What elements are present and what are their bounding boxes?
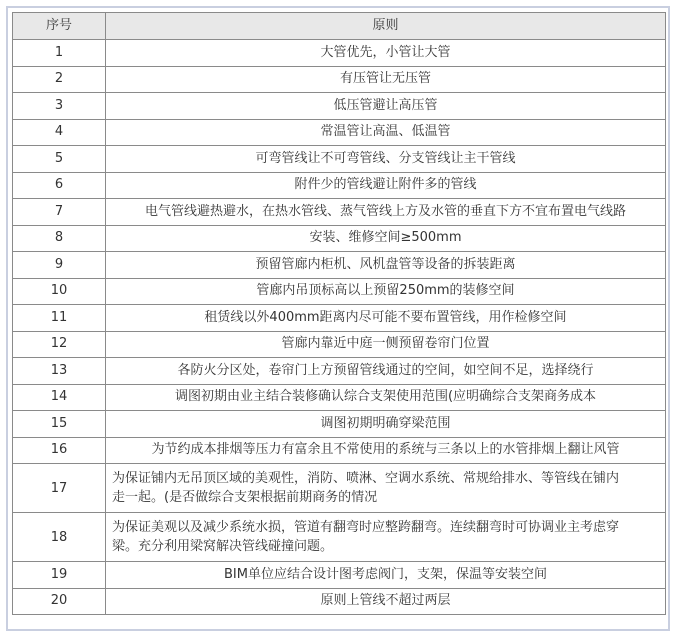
row-index: 4 (13, 119, 106, 146)
row-index: 10 (13, 278, 106, 305)
row-rule: 原则上管线不超过两层 (106, 588, 666, 615)
row-rule-line-1: 为保证铺内无吊顶区域的美观性，消防、喷淋、空调水系统、常规给排水、等管线在铺内 (112, 471, 620, 486)
row-index: 1 (13, 40, 106, 67)
table-row (13, 252, 666, 279)
row-rule: 有压管让无压管 (106, 66, 666, 93)
table-row (13, 225, 666, 252)
table-row (13, 40, 666, 67)
row-rule: 租赁线以外400mm距离内尽可能不要布置管线，用作检修空间 (106, 305, 666, 332)
row-index: 20 (13, 588, 106, 615)
row-index: 8 (13, 225, 106, 252)
row-rule: 预留管廊内柜机、风机盘管等设备的拆装距离 (106, 252, 666, 279)
row-rule: 常温管让高温、低温管 (106, 119, 666, 146)
table-row (13, 172, 666, 199)
row-rule: BIM单位应结合设计图考虑阀门，支架，保温等安装空间 (106, 562, 666, 589)
row-index: 16 (13, 437, 106, 464)
row-rule: 电气管线避热避水，在热水管线、蒸气管线上方及水管的垂直下方不宜布置电气线路 (106, 199, 666, 226)
table-frame (6, 6, 670, 631)
row-rule: 大管优先，小管让大管 (106, 40, 666, 67)
row-rule: 调图初期明确穿梁范围 (106, 411, 666, 438)
row-rule (106, 513, 666, 562)
row-index: 12 (13, 331, 106, 358)
table-row (13, 66, 666, 93)
table-row (13, 464, 666, 513)
table-row (13, 199, 666, 226)
table-row (13, 384, 666, 411)
row-rule (106, 464, 666, 513)
table-row (13, 437, 666, 464)
row-index: 5 (13, 146, 106, 173)
table-row (13, 146, 666, 173)
table-row (13, 278, 666, 305)
header-index: 序号 (13, 13, 106, 40)
table-row (13, 119, 666, 146)
row-index: 7 (13, 199, 106, 226)
row-index: 17 (13, 464, 106, 513)
row-index: 18 (13, 513, 106, 562)
row-index: 15 (13, 411, 106, 438)
row-rule: 为节约成本排烟等压力有富余且不常使用的系统与三条以上的水管排烟上翻让风管 (106, 437, 666, 464)
row-rule: 管廊内靠近中庭一侧预留卷帘门位置 (106, 331, 666, 358)
table-row (13, 513, 666, 562)
table-row (13, 93, 666, 120)
row-index: 9 (13, 252, 106, 279)
row-index: 3 (13, 93, 106, 120)
row-rule-line-2: 走一起。(是否做综合支架根据前期商务的情况 (112, 490, 378, 505)
table-row (13, 411, 666, 438)
row-index: 11 (13, 305, 106, 332)
header-row (13, 13, 666, 40)
row-rule: 安装、维修空间≥500mm (106, 225, 666, 252)
row-rule: 调图初期由业主结合装修确认综合支架使用范围(应明确综合支架商务成本 (106, 384, 666, 411)
header-rule: 原则 (106, 13, 666, 40)
principles-table (12, 12, 666, 615)
row-rule: 可弯管线让不可弯管线、分支管线让主干管线 (106, 146, 666, 173)
table-row (13, 588, 666, 615)
row-rule: 管廊内吊顶标高以上预留250mm的装修空间 (106, 278, 666, 305)
table-row (13, 305, 666, 332)
row-index: 6 (13, 172, 106, 199)
row-rule: 各防火分区处，卷帘门上方预留管线通过的空间，如空间不足，选择绕行 (106, 358, 666, 385)
table-row (13, 331, 666, 358)
row-index: 14 (13, 384, 106, 411)
row-index: 19 (13, 562, 106, 589)
row-rule-line-1: 为保证美观以及减少系统水损，管道有翻弯时应整跨翻弯。连续翻弯时可协调业主考虑穿 (112, 520, 620, 535)
table-row (13, 358, 666, 385)
row-rule: 附件少的管线避让附件多的管线 (106, 172, 666, 199)
row-rule-line-2: 梁。充分利用梁窝解决管线碰撞问题。 (112, 539, 334, 554)
row-index: 2 (13, 66, 106, 93)
row-rule: 低压管避让高压管 (106, 93, 666, 120)
row-index: 13 (13, 358, 106, 385)
table-row (13, 562, 666, 589)
